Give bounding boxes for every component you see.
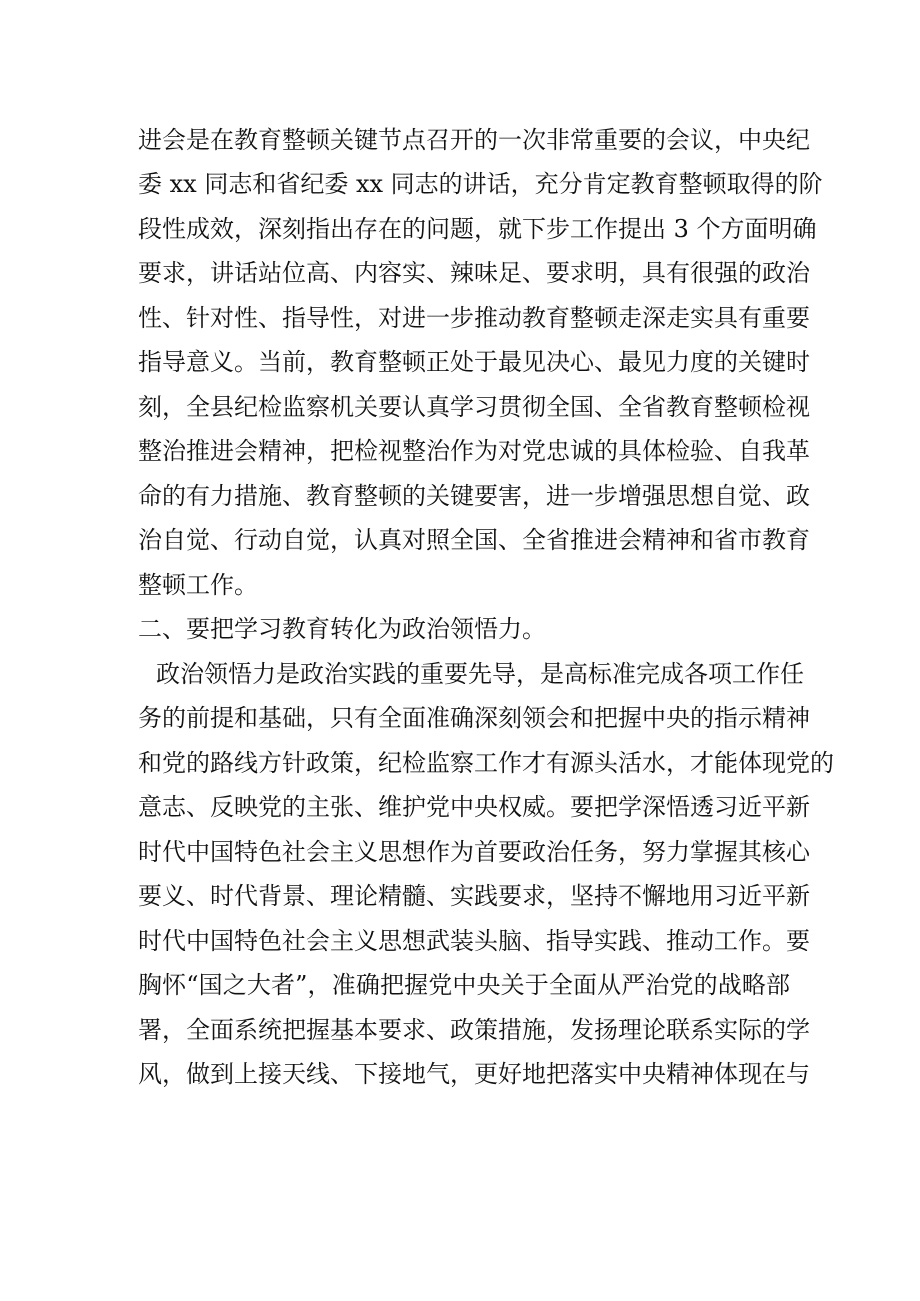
- paragraph-1-line-1: 进会是在教育整顿关键节点召开的一次非常重要的会议，中央纪: [138, 126, 810, 154]
- paragraph-1-line-6: 指导意义。当前，教育整顿正处于最见决心、最见力度的关键时: [138, 348, 810, 376]
- paragraph-2-line-6: 要义、时代背景、理论精髓、实践要求，坚持不懈地用习近平新: [138, 882, 810, 910]
- paragraph-1-line-9: 命的有力措施、教育整顿的关键要害，进一步增强思想自觉、政: [138, 482, 810, 510]
- paragraph-2-line-5: 时代中国特色社会主义思想作为首要政治任务，努力掌握其核心: [138, 838, 810, 866]
- paragraph-2-line-8: 胸怀“国之大者”，准确把握党中央关于全面从严治党的战略部: [138, 971, 790, 999]
- paragraph-1-line-8: 整治推进会精神，把检视整治作为对党忠诚的具体检验、自我革: [138, 437, 810, 465]
- paragraph-1-line-3: 段性成效，深刻指出存在的问题，就下步工作提出 3 个方面明确: [138, 215, 817, 243]
- section-heading: 二、要把学习教育转化为政治领悟力。: [138, 615, 546, 643]
- paragraph-2-line-4: 意志、反映党的主张、维护党中央权威。要把学深悟透习近平新: [138, 793, 810, 821]
- paragraph-2-line-7: 时代中国特色社会主义思想武装头脑、指导实践、推动工作。要: [138, 927, 810, 955]
- paragraph-1-line-10: 治自觉、行动自觉，认真对照全国、全省推进会精神和省市教育: [138, 526, 810, 554]
- paragraph-1-line-4: 要求，讲话站位高、内容实、辣味足、要求明，具有很强的政治: [138, 259, 810, 287]
- paragraph-2-line-3: 和党的路线方针政策，纪检监察工作才有源头活水，才能体现党的: [138, 749, 834, 777]
- paragraph-2-line-9: 署，全面系统把握基本要求、政策措施，发扬理论联系实际的学: [138, 1016, 810, 1044]
- paragraph-2-line-1: 政治领悟力是政治实践的重要先导，是高标准完成各项工作任: [156, 660, 804, 688]
- paragraph-1-line-2: 委 xx 同志和省纪委 xx 同志的讲话，充分肯定教育整顿取得的阶: [138, 170, 823, 198]
- paragraph-1-line-5: 性、针对性、指导性，对进一步推动教育整顿走深走实具有重要: [138, 304, 810, 332]
- paragraph-1-line-7: 刻，全县纪检监察机关要认真学习贯彻全国、全省教育整顿检视: [138, 393, 810, 421]
- paragraph-2-line-10: 风，做到上接天线、下接地气，更好地把落实中央精神体现在与: [138, 1060, 810, 1088]
- paragraph-2-line-2: 务的前提和基础，只有全面准确深刻领会和把握中央的指示精神: [138, 704, 810, 732]
- paragraph-1-line-11: 整顿工作。: [138, 571, 258, 599]
